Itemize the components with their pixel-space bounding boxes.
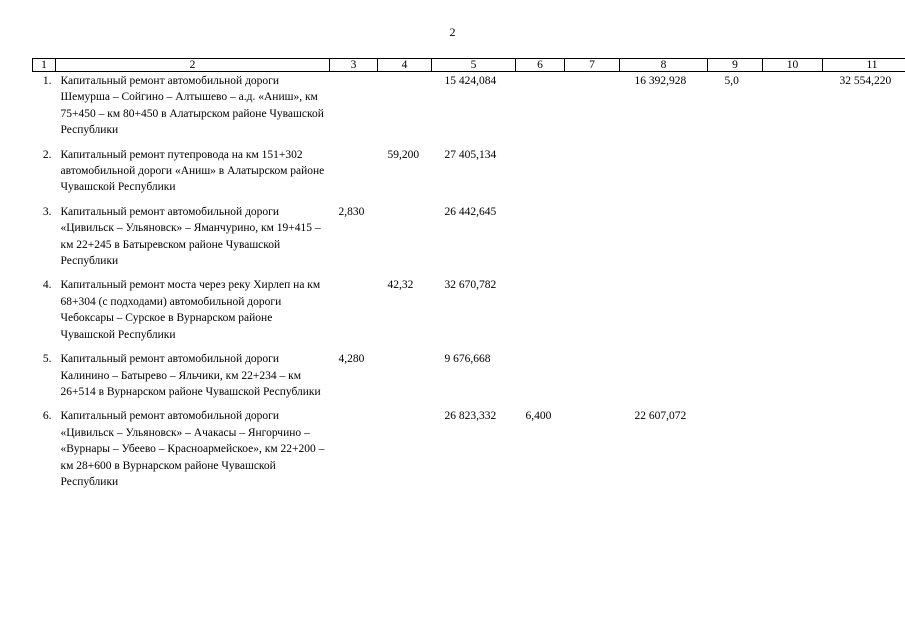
cell-column-7 [565,276,620,350]
cell-column-9 [708,350,763,407]
cell-column-5: 27 405,134 [444,148,497,161]
cell-column-4: 59,200 [387,148,420,161]
cell-column-4 [378,72,432,146]
cell-column-4 [378,203,432,277]
row-description: Капитальный ремонт автомобильной дороги «Цивильск – Ульяновск» – Яманчурино, км 19+415 – км 22+245 в Батыревском районе Чувашской Республики [60,205,321,268]
cell-column-3 [330,146,378,203]
cell-column-11 [823,350,905,407]
row-description: Капитальный ремонт моста через реку Хирлеп на км 68+304 (с подходами) автомобильной дороги Чебоксары – Сурское в Вурнарском районе Чувашской Республики [60,279,321,341]
cell-column-7 [565,72,620,146]
row-number: 4. [42,279,52,292]
row-number: 5. [42,353,52,366]
cell-column-3: 4,280 [338,353,365,366]
cell-column-9 [708,203,763,277]
cell-column-9 [708,276,763,350]
data-table [32,58,905,497]
row-number: 2. [42,148,52,161]
cell-column-5: 32 670,782 [444,279,497,292]
cell-column-11 [823,203,905,277]
table-row [33,407,905,497]
column-header-6: 6 [516,59,565,72]
cell-column-11 [823,146,905,203]
cell-column-7 [565,350,620,407]
cell-column-9: 5,0 [724,75,739,87]
column-header-5: 5 [432,59,516,72]
cell-column-4 [378,350,432,407]
table-row [33,203,905,277]
row-description: Капитальный ремонт путепровода на км 151+302 автомобильной дороги «Аниш» в Алатырском районе Чувашской Республики [60,148,325,194]
cell-column-6 [516,72,565,146]
row-number: 6. [42,410,52,423]
cell-column-7 [565,146,620,203]
row-description: Капитальный ремонт автомобильной дороги «Цивильск – Ульяновск» – Ачакасы – Янгорчино – «Вурнары – Убеево – Красноармейское», км 22+200 – км 28+600 в Вурнарском районе Чувашской Республики [60,410,325,488]
cell-column-10 [763,350,823,407]
cell-column-9 [708,407,763,497]
column-header-2: 2 [56,59,330,72]
cell-column-9 [708,146,763,203]
row-number: 1. [42,75,52,87]
table-body [33,72,905,498]
cell-column-5: 26 823,332 [444,410,497,423]
row-description: Капитальный ремонт автомобильной дороги Калинино – Батырево – Яльчики, км 22+234 – км 26+514 в Вурнарском районе Чувашской Республики [60,353,321,398]
column-header-4: 4 [378,59,432,72]
column-header-9: 9 [708,59,763,72]
cell-column-8: 16 392,928 [634,75,687,87]
cell-column-3 [330,276,378,350]
cell-column-8: 22 607,072 [634,410,687,423]
cell-column-3 [330,72,378,146]
column-header-11: 11 [823,59,905,72]
cell-column-8 [620,146,708,203]
cell-column-11 [823,276,905,350]
cell-column-5: 15 424,084 [444,75,497,87]
column-header-1: 1 [33,59,56,72]
table-header-row [33,59,905,72]
cell-column-7 [565,203,620,277]
page-number: 2 [449,25,456,39]
cell-column-8 [620,276,708,350]
cell-column-6 [516,146,565,203]
cell-column-6 [516,350,565,407]
row-description: Капитальный ремонт автомобильной дороги Шемурша – Сойгино – Алтышево – а.д. «Аниш», км 75+450 – км 80+450 в Алатырском районе Чувашской Республики [60,75,324,137]
cell-column-10 [763,276,823,350]
cell-column-3: 2,830 [338,205,365,218]
cell-column-11: 32 554,220 [839,75,892,87]
cell-column-3 [330,407,378,497]
cell-column-4: 42,32 [387,279,414,292]
cell-column-10 [763,146,823,203]
table-row [33,146,905,203]
row-number: 3. [42,205,52,218]
cell-column-7 [565,407,620,497]
cell-column-10 [763,72,823,146]
cell-column-8 [620,203,708,277]
cell-column-6 [516,203,565,277]
cell-column-10 [763,203,823,277]
cell-column-6 [516,276,565,350]
table-row [33,276,905,350]
table-row [33,350,905,407]
cell-column-5: 9 676,668 [444,353,491,366]
column-header-3: 3 [330,59,378,72]
cell-column-11 [823,407,905,497]
column-header-10: 10 [763,59,823,72]
cell-column-8 [620,350,708,407]
cell-column-4 [378,407,432,497]
column-header-8: 8 [620,59,708,72]
cell-column-6: 6,400 [525,410,552,423]
cell-column-10 [763,407,823,497]
cell-column-5: 26 442,645 [444,205,497,218]
column-header-7: 7 [565,59,620,72]
table-row [33,72,905,146]
